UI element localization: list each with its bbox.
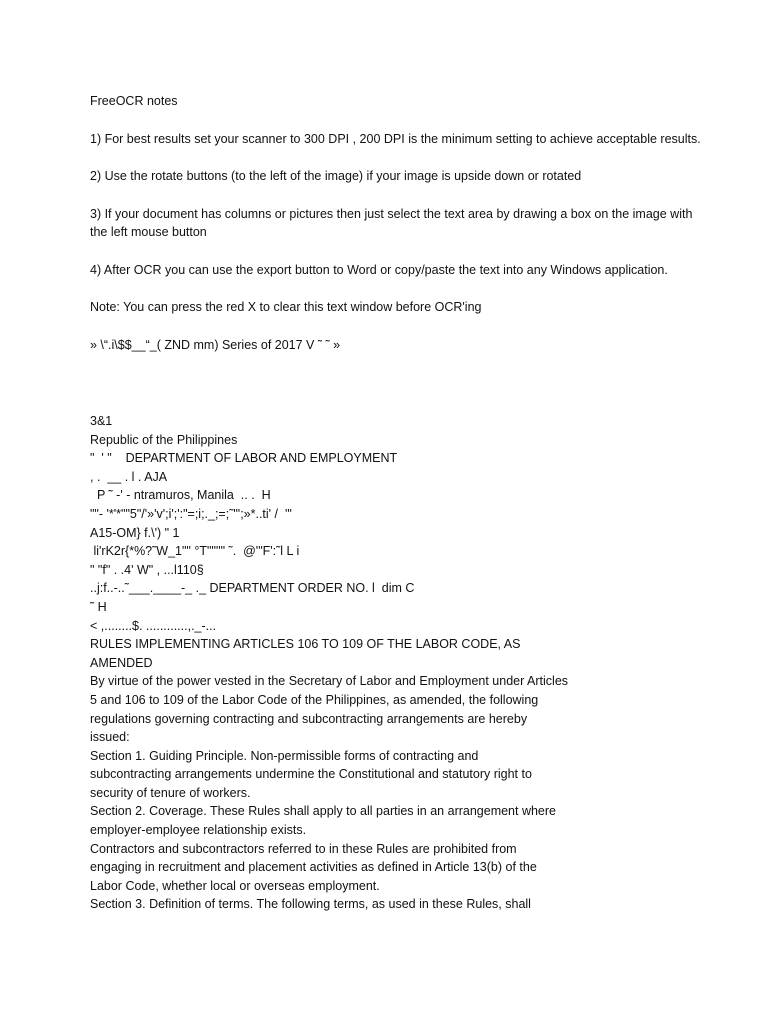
ocr-line: Contractors and subcontractors referred to in these Rules are prohibited from xyxy=(90,841,517,856)
ocr-line: 5 and 106 to 109 of the Labor Code of the Philippines, as amended, the following xyxy=(90,692,539,707)
ocr-text-body xyxy=(90,412,710,914)
ocr-line: " "f" . .4' W" , ...l110§ xyxy=(90,562,204,577)
ocr-line: ..j:f..-..˜___.____-_ ._ DEPARTMENT ORDER NO. l dim C xyxy=(90,581,415,596)
ocr-line: employer-employee relationship exists. xyxy=(90,823,307,838)
ocr-line: Section 2. Coverage. These Rules shall apply to all parties in an arrangement where xyxy=(90,804,557,819)
ocr-line: RULES IMPLEMENTING ARTICLES 106 TO 109 OF THE LABOR CODE, AS xyxy=(90,637,521,652)
ocr-line: Section 3. Definition of terms. The following terms, as used in these Rules, shall xyxy=(90,897,531,912)
ocr-line: " ' " DEPARTMENT OF LABOR AND EMPLOYMENT xyxy=(90,451,398,466)
ocr-line: A15-OM} f.\') " 1 xyxy=(90,525,180,540)
note-item-3: 3) If your document has columns or pictures then just select the text area by drawing a box on the image with the left mouse button xyxy=(90,206,693,239)
ocr-line: security of tenure of workers. xyxy=(90,785,251,800)
note-item-4: 4) After OCR you can use the export button to Word or copy/paste the text into any Windows application. xyxy=(90,262,668,277)
ocr-line: By virtue of the power vested in the Secretary of Labor and Employment under Articles xyxy=(90,674,569,689)
ocr-line: P ˜ -' - ntramuros, Manila .. . H xyxy=(90,488,271,503)
ocr-line: < ,........$. ............,._-... xyxy=(90,618,217,633)
ocr-line: engaging in recruitment and placement activities as defined in Article 13(b) of the xyxy=(90,860,537,875)
freeocr-notes xyxy=(90,92,710,373)
note-item-2: 2) Use the rotate buttons (to the left of the image) if your image is upside down or rotated xyxy=(90,169,582,183)
ocr-line: Labor Code, whether local or overseas employment. xyxy=(90,878,380,893)
ocr-line: , . __ . l . AJA xyxy=(90,469,168,484)
ocr-line: AMENDED xyxy=(90,655,153,670)
note-item-1: 1) For best results set your scanner to 300 DPI , 200 DPI is the minimum setting to achieve acceptable results. xyxy=(90,131,701,146)
note-item-5: Note: You can press the red X to clear this text window before OCR'ing xyxy=(90,300,482,314)
ocr-line: issued: xyxy=(90,730,130,745)
ocr-line: regulations governing contracting and subcontracting arrangements are hereby xyxy=(90,711,528,726)
notes-title: FreeOCR notes xyxy=(90,94,178,108)
ocr-line: 3&1 xyxy=(90,414,113,428)
note-item-6: » \“.i\$$__“_( ZND mm) Series of 2017 V ˜ ˜ » xyxy=(90,337,341,352)
ocr-line: Section 1. Guiding Principle. Non-permissible forms of contracting and xyxy=(90,748,479,763)
ocr-line: li'rK2r{*%?˜W_1"" °T"'"'" ˜. @'"F':˜l L i xyxy=(90,544,300,559)
ocr-line: Republic of the Philippines xyxy=(90,432,238,447)
ocr-line: ""- '*'*""5"/'»'v';i';':"=;i;._;=;˜"';»*..ti' / '" xyxy=(90,506,292,521)
ocr-line: subcontracting arrangements undermine the Constitutional and statutory right to xyxy=(90,767,532,782)
ocr-line: ˜ H xyxy=(90,599,107,614)
